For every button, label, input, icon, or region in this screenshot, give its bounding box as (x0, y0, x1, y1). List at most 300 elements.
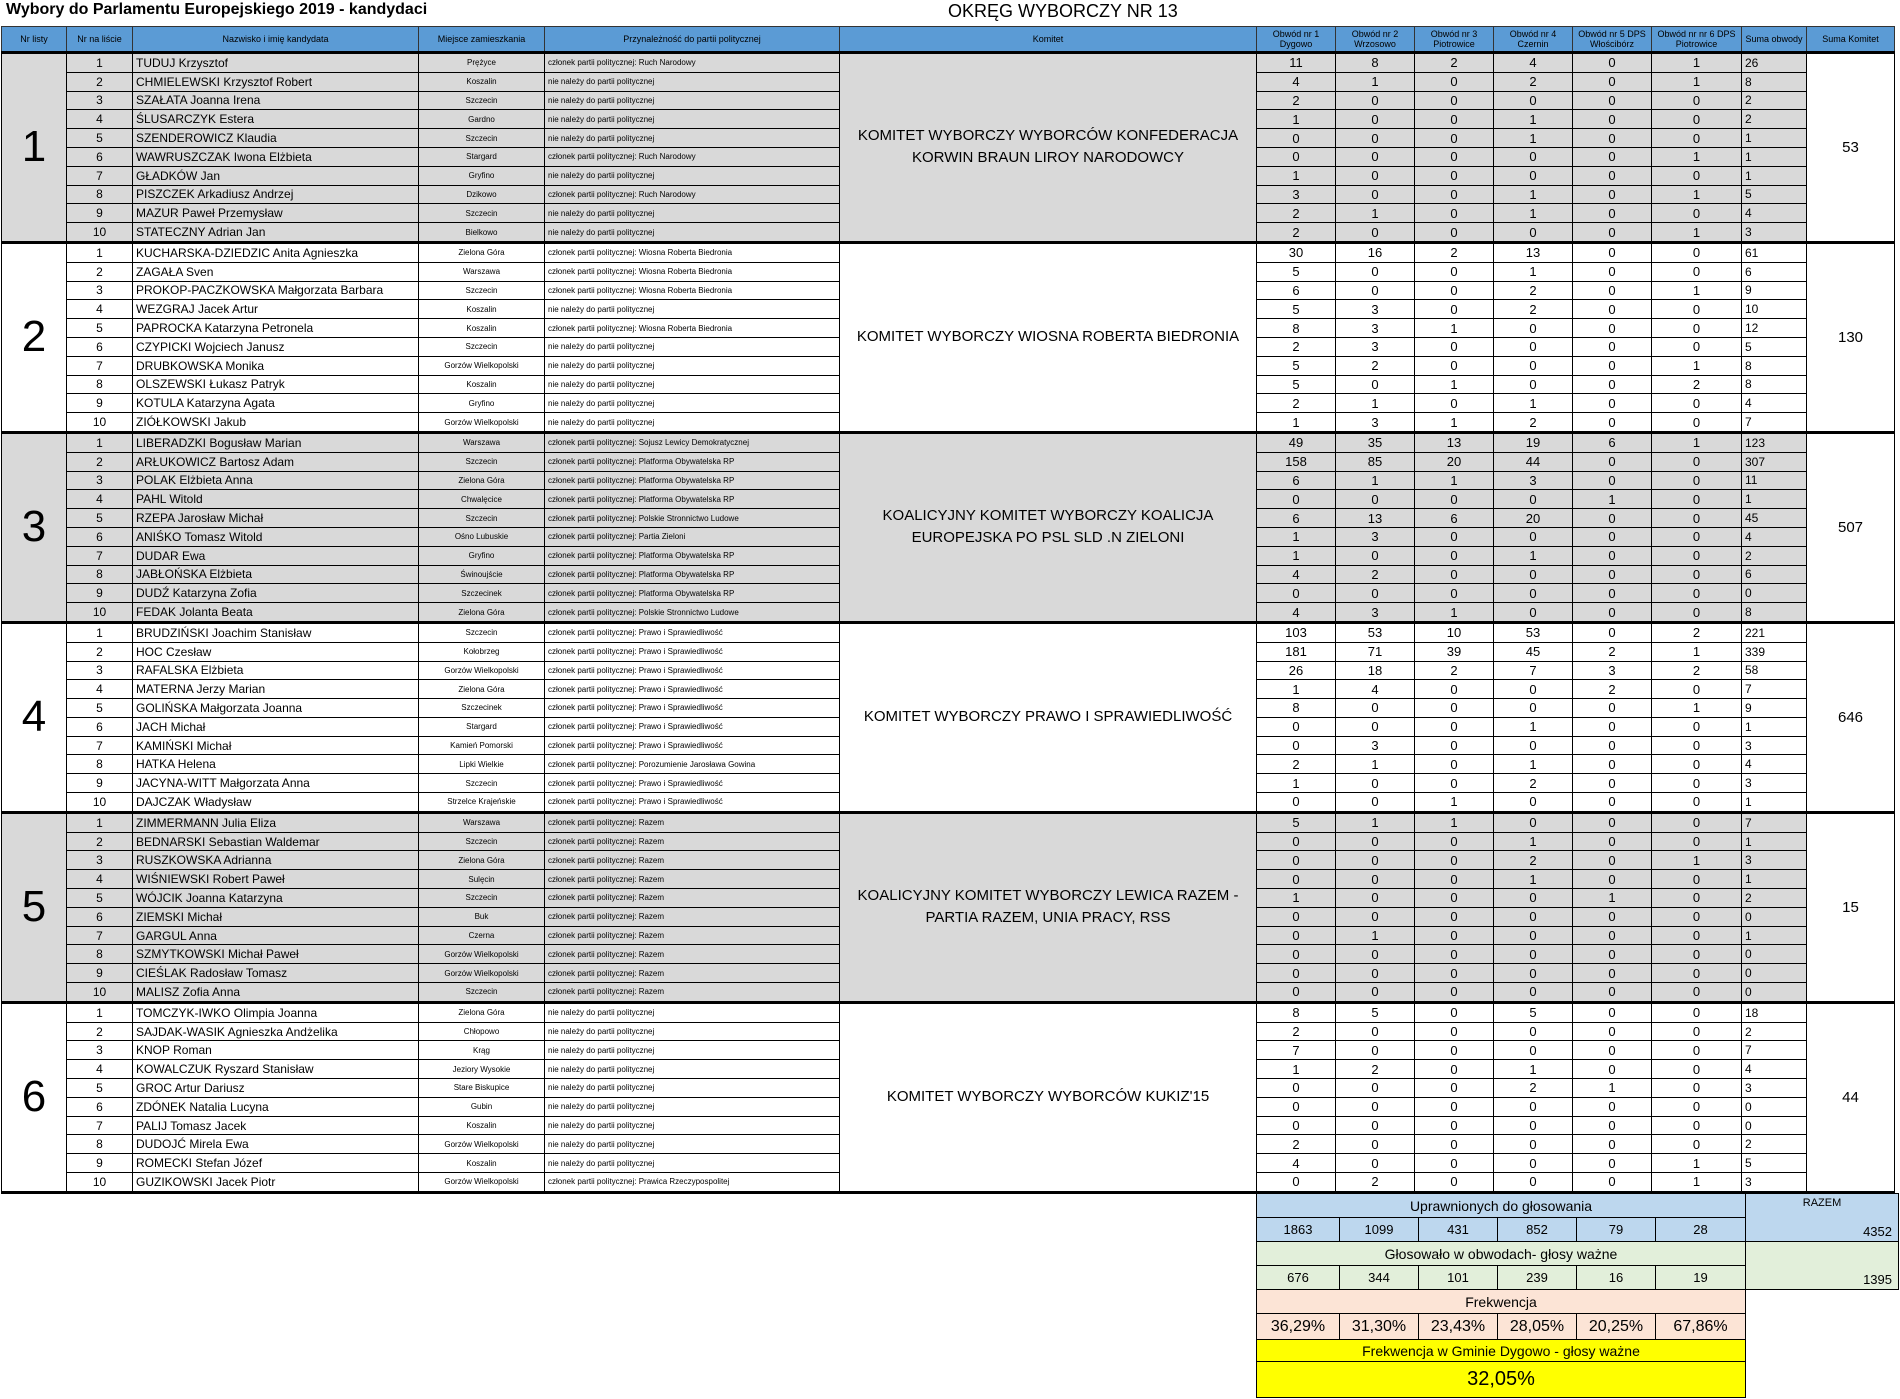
district-votes: 7 (1257, 1041, 1336, 1060)
candidate-sum: 4 (1742, 1060, 1807, 1079)
candidate-residence: Strzelce Krajeńskie (419, 793, 545, 813)
district-votes: 0 (1415, 223, 1494, 243)
district-votes: 0 (1573, 1173, 1652, 1193)
district-votes: 0 (1336, 147, 1415, 166)
district-votes: 0 (1652, 889, 1742, 908)
district-votes: 0 (1652, 717, 1742, 736)
gmina-value-row (1257, 1362, 1899, 1398)
candidate-party: nie należy do partii politycznej (545, 110, 840, 129)
district-votes: 0 (1336, 375, 1415, 394)
candidate-position: 8 (67, 565, 133, 584)
candidate-residence: Koszalin (419, 1116, 545, 1135)
district-votes: 5 (1257, 262, 1336, 281)
gmina-turnout-label: Frekwencja w Gminie Dygowo - głosy ważne (1257, 1340, 1746, 1362)
candidate-position: 7 (67, 356, 133, 375)
voted-value: 676 (1257, 1266, 1340, 1290)
candidate-party: członek partii politycznej: Prawo i Sprawiedliwość (545, 622, 840, 642)
district-votes: 2 (1494, 1079, 1573, 1098)
candidate-sum: 7 (1742, 413, 1807, 433)
candidate-residence: Koszalin (419, 375, 545, 394)
candidate-position: 10 (67, 1173, 133, 1193)
district-votes: 2 (1336, 1173, 1415, 1193)
list-group (2, 622, 1895, 812)
district-votes: 2 (1415, 242, 1494, 262)
candidate-name: DAJCZAK Władysław (133, 793, 419, 813)
district-votes: 0 (1494, 1135, 1573, 1154)
candidate-party: nie należy do partii politycznej (545, 129, 840, 148)
candidate-residence: Szczecin (419, 91, 545, 110)
district-votes: 0 (1573, 774, 1652, 793)
candidate-position: 8 (67, 945, 133, 964)
gmina-label-row (1257, 1340, 1899, 1362)
district-votes: 0 (1336, 584, 1415, 603)
district-votes: 0 (1415, 394, 1494, 413)
district-votes: 8 (1257, 319, 1336, 338)
district-votes: 8 (1257, 699, 1336, 718)
district-votes: 0 (1336, 110, 1415, 129)
candidate-position: 5 (67, 699, 133, 718)
candidate-residence: Szczecin (419, 509, 545, 528)
district-votes: 0 (1415, 907, 1494, 926)
district-votes: 0 (1494, 1022, 1573, 1041)
district-votes: 2 (1494, 300, 1573, 319)
district-votes: 2 (1415, 53, 1494, 73)
candidate-position: 1 (67, 242, 133, 262)
district-votes: 19 (1494, 432, 1573, 452)
eligible-value: 431 (1419, 1218, 1498, 1242)
candidate-residence: Szczecin (419, 832, 545, 851)
candidate-party: członek partii politycznej: Wiosna Roberta Biedronia (545, 281, 840, 300)
candidate-sum: 11 (1742, 471, 1807, 490)
list-number: 2 (2, 242, 67, 432)
candidate-residence: Gorzów Wielkopolski (419, 661, 545, 680)
candidate-party: członek partii politycznej: Razem (545, 983, 840, 1003)
district-votes: 0 (1573, 717, 1652, 736)
table-row (2, 242, 1895, 262)
candidate-name: RAFALSKA Elżbieta (133, 661, 419, 680)
list-group (2, 812, 1895, 1002)
col-header: Nr na liście (67, 27, 133, 53)
district-votes: 85 (1336, 452, 1415, 471)
district-votes: 0 (1573, 185, 1652, 204)
district-votes: 11 (1257, 53, 1336, 73)
candidate-name: JACYNA-WITT Małgorzata Anna (133, 774, 419, 793)
header-row (2, 27, 1895, 53)
district-votes: 0 (1652, 452, 1742, 471)
district-votes: 0 (1573, 1154, 1652, 1173)
committee-name: KOMITET WYBORCZY WYBORCÓW KUKIZ'15 (840, 1002, 1257, 1192)
candidate-sum: 8 (1742, 72, 1807, 91)
list-number: 5 (2, 812, 67, 1002)
candidate-name: ROMECKI Stefan Józef (133, 1154, 419, 1173)
district-votes: 1 (1494, 717, 1573, 736)
candidate-sum: 2 (1742, 110, 1807, 129)
candidate-sum: 5 (1742, 185, 1807, 204)
district-votes: 1 (1652, 699, 1742, 718)
candidate-name: PROKOP-PACZKOWSKA Małgorzata Barbara (133, 281, 419, 300)
candidate-residence: Szczecinek (419, 699, 545, 718)
candidate-sum: 45 (1742, 509, 1807, 528)
candidate-name: ZIÓŁKOWSKI Jakub (133, 413, 419, 433)
candidate-name: KAMIŃSKI Michał (133, 736, 419, 755)
candidate-residence: Kołobrzeg (419, 642, 545, 661)
summary-table (1256, 1193, 1899, 1398)
district-votes: 0 (1336, 1135, 1415, 1154)
district-votes: 2 (1257, 337, 1336, 356)
candidate-name: TUDUJ Krzysztof (133, 53, 419, 73)
committee-name: KOMITET WYBORCZY WYBORCÓW KONFEDERACJA KORWIN BRAUN LIROY NARODOWCY (840, 53, 1257, 243)
district-votes: 1 (1494, 1060, 1573, 1079)
district-votes: 0 (1494, 945, 1573, 964)
col-header: Obwód nr 4 Czernin (1494, 27, 1573, 53)
candidate-party: nie należy do partii politycznej (545, 413, 840, 433)
eligible-value: 852 (1498, 1218, 1577, 1242)
candidate-residence: Gryfino (419, 546, 545, 565)
candidate-residence: Zielona Góra (419, 471, 545, 490)
district-votes: 0 (1336, 1022, 1415, 1041)
district-votes: 2 (1494, 413, 1573, 433)
district-votes: 0 (1573, 242, 1652, 262)
candidate-residence: Szczecin (419, 452, 545, 471)
candidates-table (1, 26, 1895, 1194)
candidate-position: 3 (67, 661, 133, 680)
candidate-name: WIŚNIEWSKI Robert Paweł (133, 870, 419, 889)
candidate-party: nie należy do partii politycznej (545, 394, 840, 413)
candidate-name: TOMCZYK-IWKO Olimpia Joanna (133, 1002, 419, 1022)
candidate-sum: 1 (1742, 870, 1807, 889)
turnout-value: 67,86% (1656, 1314, 1746, 1340)
candidate-position: 9 (67, 394, 133, 413)
candidate-sum: 3 (1742, 774, 1807, 793)
district-votes: 0 (1573, 300, 1652, 319)
list-group (2, 1002, 1895, 1192)
district-votes: 0 (1336, 983, 1415, 1003)
district-votes: 0 (1257, 129, 1336, 148)
candidate-sum: 6 (1742, 565, 1807, 584)
district-votes: 1 (1257, 680, 1336, 699)
district-votes: 0 (1415, 964, 1494, 983)
district-votes: 3 (1573, 661, 1652, 680)
district-votes: 0 (1494, 356, 1573, 375)
district-votes: 0 (1257, 490, 1336, 509)
candidate-sum: 6 (1742, 262, 1807, 281)
candidate-name: ZAGAŁA Sven (133, 262, 419, 281)
district-votes: 1 (1494, 110, 1573, 129)
district-votes: 3 (1336, 603, 1415, 623)
list-group (2, 432, 1895, 622)
committee-name: KOALICYJNY KOMITET WYBORCZY LEWICA RAZEM - PARTIA RAZEM, UNIA PRACY, RSS (840, 812, 1257, 1002)
table-row (2, 622, 1895, 642)
candidate-position: 10 (67, 223, 133, 243)
candidate-residence: Stargard (419, 147, 545, 166)
district-votes: 0 (1652, 204, 1742, 223)
candidate-party: nie należy do partii politycznej (545, 223, 840, 243)
candidate-position: 4 (67, 680, 133, 699)
candidate-name: WAWRUSZCZAK Iwona Elżbieta (133, 147, 419, 166)
district-votes: 0 (1336, 185, 1415, 204)
candidate-party: członek partii politycznej: Platforma Obywatelska RP (545, 584, 840, 603)
col-header: Suma obwody (1742, 27, 1807, 53)
district-votes: 0 (1336, 1154, 1415, 1173)
candidate-name: KOWALCZUK Ryszard Stanisław (133, 1060, 419, 1079)
district-votes: 0 (1415, 262, 1494, 281)
district-votes: 0 (1415, 281, 1494, 300)
candidate-position: 7 (67, 926, 133, 945)
district-votes: 20 (1415, 452, 1494, 471)
district-votes: 1 (1652, 281, 1742, 300)
district-votes: 0 (1573, 926, 1652, 945)
candidate-party: nie należy do partii politycznej (545, 1079, 840, 1098)
district-votes: 2 (1573, 680, 1652, 699)
candidate-sum: 9 (1742, 281, 1807, 300)
district-votes: 0 (1415, 1135, 1494, 1154)
district-votes: 0 (1573, 832, 1652, 851)
candidate-residence: Szczecin (419, 774, 545, 793)
candidate-party: członek partii politycznej: Prawo i Sprawiedliwość (545, 793, 840, 813)
candidate-position: 2 (67, 72, 133, 91)
district-votes: 0 (1652, 110, 1742, 129)
candidate-sum: 1 (1742, 129, 1807, 148)
candidate-name: KNOP Roman (133, 1041, 419, 1060)
voted-label: Głosowało w obwodach- głosy ważne (1257, 1242, 1746, 1266)
candidate-party: nie należy do partii politycznej (545, 1041, 840, 1060)
candidate-party: członek partii politycznej: Razem (545, 964, 840, 983)
district-votes: 0 (1652, 509, 1742, 528)
district-votes: 0 (1336, 129, 1415, 148)
district-votes: 0 (1415, 147, 1494, 166)
district-votes: 0 (1494, 603, 1573, 623)
district-votes: 6 (1257, 281, 1336, 300)
district-votes: 0 (1652, 603, 1742, 623)
candidate-residence: Ośno Lubuskie (419, 527, 545, 546)
district-votes: 0 (1415, 1041, 1494, 1060)
candidate-residence: Koszalin (419, 1154, 545, 1173)
district-votes: 1 (1336, 471, 1415, 490)
district-votes: 0 (1415, 1173, 1494, 1193)
col-header: Obwód nr 5 DPS Włościbórz (1573, 27, 1652, 53)
candidate-residence: Zielona Góra (419, 851, 545, 870)
district-votes: 4 (1257, 1154, 1336, 1173)
candidate-name: GUZIKOWSKI Jacek Piotr (133, 1173, 419, 1193)
candidate-name: DUDŹ Katarzyna Zofia (133, 584, 419, 603)
candidate-residence: Prężyce (419, 53, 545, 73)
district-votes: 0 (1573, 584, 1652, 603)
voted-value: 344 (1340, 1266, 1419, 1290)
eligible-value: 1099 (1340, 1218, 1419, 1242)
candidate-party: członek partii politycznej: Razem (545, 832, 840, 851)
district-votes: 3 (1494, 471, 1573, 490)
candidate-position: 6 (67, 147, 133, 166)
district-votes: 5 (1494, 1002, 1573, 1022)
candidate-name: PISZCZEK Arkadiusz Andrzej (133, 185, 419, 204)
district-votes: 1 (1494, 129, 1573, 148)
district-votes: 0 (1573, 907, 1652, 926)
candidate-name: STATECZNY Adrian Jan (133, 223, 419, 243)
district-votes: 0 (1415, 1079, 1494, 1098)
candidate-name: DRUBKOWSKA Monika (133, 356, 419, 375)
district-votes: 0 (1494, 91, 1573, 110)
candidate-position: 5 (67, 889, 133, 908)
district-votes: 5 (1257, 300, 1336, 319)
district-votes: 1 (1652, 72, 1742, 91)
district-votes: 1 (1336, 204, 1415, 223)
candidate-party: członek partii politycznej: Ruch Narodowy (545, 53, 840, 73)
district-votes: 0 (1257, 1173, 1336, 1193)
district-votes: 2 (1494, 72, 1573, 91)
candidate-name: JABŁOŃSKA Elżbieta (133, 565, 419, 584)
committee-total: 15 (1807, 812, 1895, 1002)
district-votes: 2 (1494, 851, 1573, 870)
candidate-position: 9 (67, 964, 133, 983)
district-votes: 0 (1336, 1097, 1415, 1116)
candidate-position: 5 (67, 1079, 133, 1098)
district-votes: 0 (1494, 907, 1573, 926)
district-votes: 0 (1652, 926, 1742, 945)
table-row (2, 53, 1895, 73)
candidate-party: nie należy do partii politycznej (545, 1097, 840, 1116)
district-votes: 4 (1494, 53, 1573, 73)
candidate-position: 3 (67, 91, 133, 110)
district-votes: 0 (1573, 1041, 1652, 1060)
district-votes: 0 (1494, 1041, 1573, 1060)
candidate-position: 4 (67, 110, 133, 129)
district-votes: 0 (1652, 870, 1742, 889)
candidate-sum: 2 (1742, 91, 1807, 110)
candidate-party: nie należy do partii politycznej (545, 1022, 840, 1041)
candidate-position: 8 (67, 1135, 133, 1154)
district-votes: 0 (1336, 870, 1415, 889)
committee-total: 53 (1807, 53, 1895, 243)
candidate-sum: 2 (1742, 889, 1807, 908)
district-votes: 0 (1415, 204, 1494, 223)
district-votes: 0 (1494, 584, 1573, 603)
candidate-residence: Jeziory Wysokie (419, 1060, 545, 1079)
district-votes: 181 (1257, 642, 1336, 661)
district-votes: 0 (1415, 851, 1494, 870)
district-votes: 26 (1257, 661, 1336, 680)
district-votes: 0 (1573, 1022, 1652, 1041)
district-votes: 0 (1573, 166, 1652, 185)
candidate-name: MATERNA Jerzy Marian (133, 680, 419, 699)
district-votes: 1 (1652, 185, 1742, 204)
candidate-party: członek partii politycznej: Razem (545, 907, 840, 926)
district-votes: 0 (1652, 262, 1742, 281)
candidate-position: 5 (67, 129, 133, 148)
district-votes: 0 (1652, 907, 1742, 926)
candidate-position: 8 (67, 185, 133, 204)
district-votes: 0 (1652, 242, 1742, 262)
district-votes: 0 (1494, 680, 1573, 699)
candidate-sum: 7 (1742, 1041, 1807, 1060)
district-votes: 0 (1652, 471, 1742, 490)
candidate-name: CIEŚLAK Radosław Tomasz (133, 964, 419, 983)
district-votes: 0 (1494, 964, 1573, 983)
district-votes: 2 (1494, 774, 1573, 793)
district-votes: 0 (1415, 832, 1494, 851)
district-votes: 3 (1336, 413, 1415, 433)
district-votes: 1 (1257, 546, 1336, 565)
candidate-name: SZENDEROWICZ Klaudia (133, 129, 419, 148)
district-votes: 0 (1415, 129, 1494, 148)
voted-value: 101 (1419, 1266, 1498, 1290)
district-votes: 53 (1336, 622, 1415, 642)
candidate-sum: 1 (1742, 832, 1807, 851)
list-group (2, 53, 1895, 243)
page-title: Wybory do Parlamentu Europejskiego 2019 - kandydaci (6, 1, 428, 18)
candidate-party: członek partii politycznej: Platforma Obywatelska RP (545, 471, 840, 490)
candidate-residence: Stare Biskupice (419, 1079, 545, 1098)
candidate-position: 10 (67, 793, 133, 813)
candidate-party: nie należy do partii politycznej (545, 375, 840, 394)
candidate-residence: Stargard (419, 717, 545, 736)
district-votes: 0 (1257, 147, 1336, 166)
district-votes: 3 (1336, 736, 1415, 755)
turnout-value: 20,25% (1577, 1314, 1656, 1340)
district-votes: 0 (1652, 1079, 1742, 1098)
district-votes: 3 (1336, 319, 1415, 338)
district-votes: 0 (1652, 680, 1742, 699)
district-votes: 0 (1415, 584, 1494, 603)
district-votes: 0 (1415, 337, 1494, 356)
candidate-position: 3 (67, 851, 133, 870)
candidate-sum: 9 (1742, 699, 1807, 718)
candidate-sum: 0 (1742, 983, 1807, 1003)
candidate-party: członek partii politycznej: Polskie Stronnictwo Ludowe (545, 603, 840, 623)
district-votes: 0 (1652, 812, 1742, 832)
candidate-sum: 3 (1742, 223, 1807, 243)
district-votes: 0 (1494, 490, 1573, 509)
district-votes: 0 (1652, 964, 1742, 983)
candidate-name: LIBERADZKI Bogusław Marian (133, 432, 419, 452)
candidate-residence: Gorzów Wielkopolski (419, 945, 545, 964)
district-votes: 0 (1573, 509, 1652, 528)
candidate-party: członek partii politycznej: Wiosna Roberta Biedronia (545, 319, 840, 338)
turnout-label-row (1257, 1290, 1899, 1314)
candidate-party: członek partii politycznej: Partia Zieloni (545, 527, 840, 546)
district-votes: 0 (1336, 964, 1415, 983)
candidate-party: członek partii politycznej: Platforma Obywatelska RP (545, 546, 840, 565)
candidate-sum: 0 (1742, 964, 1807, 983)
district-votes: 6 (1257, 509, 1336, 528)
candidate-sum: 12 (1742, 319, 1807, 338)
candidate-name: PALIJ Tomasz Jacek (133, 1116, 419, 1135)
candidate-sum: 1 (1742, 793, 1807, 813)
candidate-position: 8 (67, 755, 133, 774)
candidate-sum: 339 (1742, 642, 1807, 661)
candidate-sum: 1 (1742, 166, 1807, 185)
district-votes: 0 (1336, 262, 1415, 281)
list-group (2, 242, 1895, 432)
district-votes: 1 (1257, 774, 1336, 793)
candidate-position: 4 (67, 300, 133, 319)
candidate-sum: 8 (1742, 375, 1807, 394)
district-votes: 13 (1336, 509, 1415, 528)
candidate-name: KUCHARSKA-DZIEDZIC Anita Agnieszka (133, 242, 419, 262)
candidate-name: WÓJCIK Joanna Katarzyna (133, 889, 419, 908)
candidate-residence: Warszawa (419, 432, 545, 452)
district-votes: 0 (1415, 1060, 1494, 1079)
candidate-name: PAPROCKA Katarzyna Petronela (133, 319, 419, 338)
district-votes: 0 (1415, 110, 1494, 129)
district-votes: 0 (1415, 717, 1494, 736)
district-votes: 0 (1573, 375, 1652, 394)
candidate-residence: Gardno (419, 110, 545, 129)
district-votes: 2 (1652, 661, 1742, 680)
candidate-position: 9 (67, 584, 133, 603)
district-votes: 1 (1652, 1173, 1742, 1193)
committee-total: 507 (1807, 432, 1895, 622)
candidate-party: członek partii politycznej: Prawo i Sprawiedliwość (545, 717, 840, 736)
